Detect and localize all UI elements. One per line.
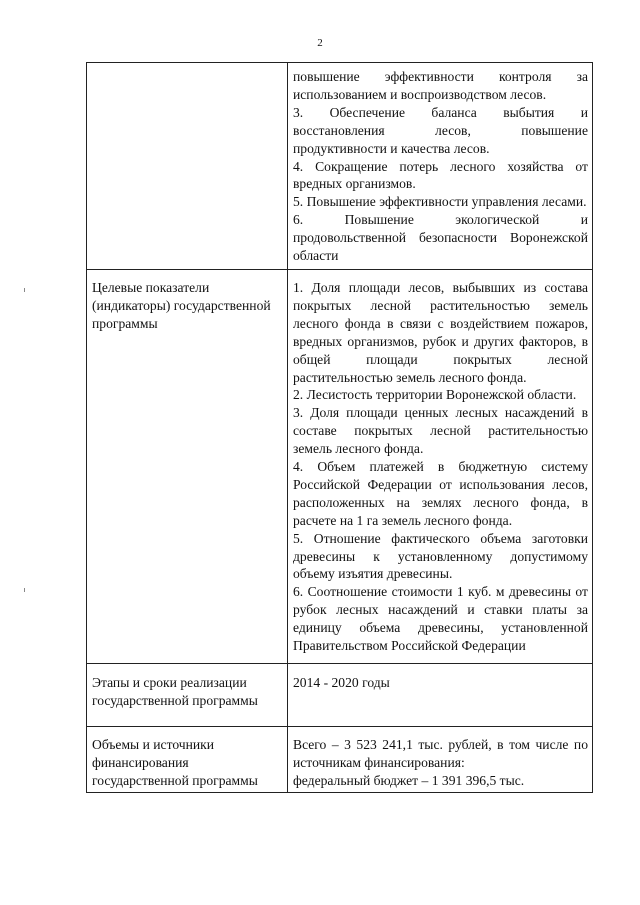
list-item: 6. Соотношение стоимости 1 куб. м древесины от рубок лесных насаждений и ставки платы за единицу объема древесины, установленной Правительством Российской Федерации <box>293 584 588 654</box>
funding-federal: федеральный бюджет – 1 391 396,5 тыс. <box>293 772 525 788</box>
list-item: 4. Сокращение потерь лесного хозяйства от вредных организмов. <box>293 158 588 192</box>
tasks-cell <box>288 63 593 270</box>
funding-total: Всего – 3 523 241,1 тыс. рублей, в том числе по источникам финансирования: <box>293 736 588 770</box>
margin-mark <box>24 288 25 292</box>
list-item: 6. Повышение экологической и продовольственной безопасности Воронежской области <box>293 212 588 264</box>
funding-text-clip <box>293 736 588 788</box>
table-row <box>87 664 593 727</box>
table-row <box>87 726 593 792</box>
program-passport-table <box>86 62 593 793</box>
indicators-cell <box>288 269 593 663</box>
list-item: 4. Объем платежей в бюджетную систему Российской Федерации от использования лесов, расположенных на землях лесного фонда, в расчете на 1 га земель лесного фонда. <box>293 459 588 528</box>
list-item: 3. Доля площади ценных лесных насаждений в составе покрытых лесной растительностью земель лесного фонда. <box>293 405 588 457</box>
list-item: 5. Повышение эффективности управления лесами. <box>293 194 587 210</box>
indicators-label: Целевые показатели (индикаторы) государственной программы <box>87 269 288 663</box>
funding-label: Объемы и источники финансирования государственной программы <box>87 726 288 792</box>
list-item: 5. Отношение фактического объема заготовки древесины к установленному допустимому объему изъятия древесины. <box>293 530 588 582</box>
row-label-empty <box>87 63 288 270</box>
margin-mark <box>24 588 25 592</box>
page-number: 2 <box>317 37 323 49</box>
list-item: 3. Обеспечение баланса выбытия и восстановления лесов, повышение продуктивности и качества лесов. <box>293 104 588 156</box>
table-row <box>87 63 593 270</box>
stages-value: 2014 - 2020 годы <box>288 664 593 727</box>
list-item: 1. Доля площади лесов, выбывших из состава покрытых лесной растительностью земель лесного фонда в связи с воздействием пожаров, вредных организмов, рубок и других факторов, в общей площади покрытых лесной растительностью земель лесного фонда. <box>293 279 588 385</box>
list-item: повышение эффективности контроля за использованием и воспроизводством лесов. <box>293 69 588 102</box>
list-item: 2. Лесистость территории Воронежской области. <box>293 387 577 403</box>
table-row <box>87 269 593 663</box>
funding-cell <box>288 726 593 792</box>
stages-label: Этапы и сроки реализации государственной программы <box>87 664 288 727</box>
